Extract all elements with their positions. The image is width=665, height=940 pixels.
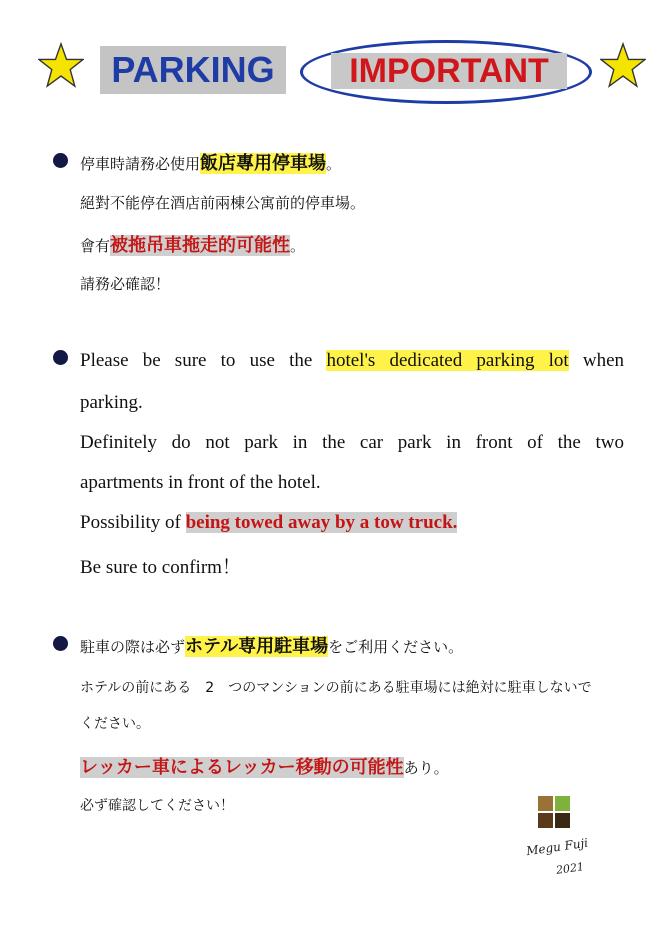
bullet-dot-icon (53, 636, 68, 651)
important-title: IMPORTANT (331, 53, 567, 89)
japanese-line-1-end: をご利用ください。 (328, 638, 464, 656)
japanese-line-3: ください。 (80, 716, 150, 732)
chinese-line-1-text: 停車時請務必使用 (80, 155, 201, 173)
english-line-6: Be sure to confirm！ (80, 557, 241, 578)
english-highlight-tow: being towed away by a tow truck. (185, 512, 458, 533)
english-line-1-end: when (582, 350, 624, 371)
chinese-line-4: 請務必確認！ (80, 275, 171, 293)
parking-title: PARKING (100, 46, 286, 94)
japanese-line-4-end: あり。 (403, 759, 449, 777)
english-line-3: Definitely do not park in the car park in front of the two (80, 432, 624, 453)
chinese-highlight-tow: 被拖吊車拖走的可能性 (110, 235, 291, 256)
english-line-5 (80, 512, 457, 534)
chinese-line-3-end: 。 (290, 237, 306, 255)
english-line-1 (80, 350, 624, 372)
star-icon-right (600, 42, 646, 88)
english-line-4: apartments in front of the hotel. (80, 472, 321, 493)
chinese-highlight-parking: 飯店專用停車場 (200, 153, 327, 174)
chinese-line-3 (80, 231, 305, 257)
star-icon-left (38, 42, 84, 88)
japanese-line-1 (80, 632, 463, 658)
bullet-dot-icon (53, 350, 68, 365)
japanese-line-5: 必ず確認してください！ (80, 798, 234, 814)
japanese-highlight-tow: レッカー車によるレッカー移動の可能性 (80, 757, 404, 778)
japanese-line-4 (80, 753, 449, 779)
japanese-highlight-parking: ホテル専用駐車場 (185, 636, 329, 657)
chinese-line-1 (80, 149, 341, 175)
japanese-line-1-text: 駐車の際は必ず (80, 638, 186, 656)
chinese-line-2: 絕對不能停在酒店前兩棟公寓前的停車場。 (80, 194, 366, 212)
chinese-line-3-text: 會有 (80, 237, 111, 255)
japanese-line-2: ホテルの前にある 2 つのマンションの前にある駐車場には絶対に駐車しないで (80, 680, 592, 696)
bullet-dot-icon (53, 153, 68, 168)
english-line-5-text: Possibility of (80, 512, 181, 533)
signature-name: Megu Fuji (525, 835, 589, 859)
important-oval (300, 40, 592, 104)
english-line-2: parking. (80, 392, 143, 413)
chinese-line-1-end: 。 (326, 155, 342, 173)
english-highlight-parking: hotel's dedicated parking lot (326, 350, 569, 371)
english-line-1-text: Please be sure to use the (80, 350, 313, 371)
brand-logo-icon (538, 796, 570, 828)
signature-year: 2021 (555, 860, 585, 877)
